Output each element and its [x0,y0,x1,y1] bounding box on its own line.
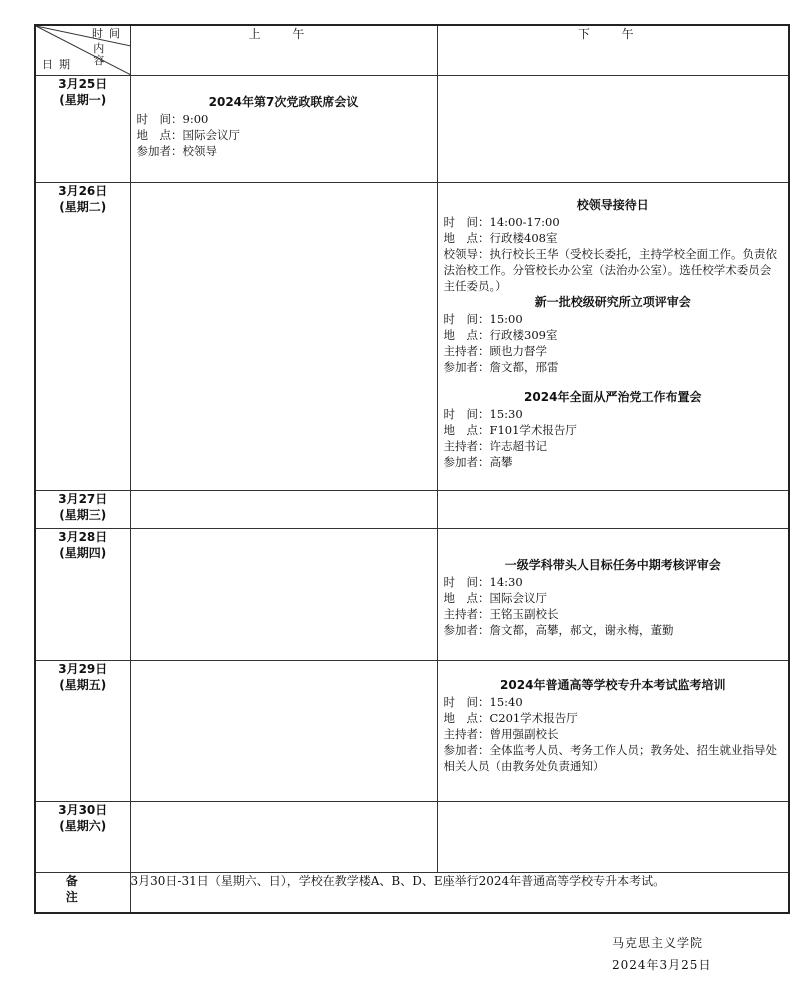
event-block [444,197,783,294]
afternoon-cell [437,183,789,491]
event-detail-line: 主持者：顾也力督学 [443,344,547,358]
day-row [35,529,789,661]
event-detail-line: 时 间：14:30 [443,575,523,589]
event-block [444,557,783,638]
event-detail-line: 时 间：15:30 [443,407,523,421]
date-cell [35,183,130,491]
event-detail-line: 参加者：校领导 [136,144,217,158]
date-cell [35,529,130,661]
event-detail-line: 时 间：15:40 [443,695,523,709]
afternoon-cell [437,661,789,802]
header-row [35,25,789,76]
event-block [444,389,783,470]
afternoon-cell [437,529,789,661]
event-detail-line: 主持者：曾用强副校长 [443,727,559,741]
event-detail-line: 校领导：执行校长王华（受校长委托，主持学校全面工作。负责依法治校工作。分管校长办公室（法治办公室）。选任校学术委员会主任委员。） [443,247,777,293]
event-detail-line: 参加者：高攀 [443,455,513,469]
header-corner-cell [35,25,130,76]
event-detail-line: 地 点：行政楼408室 [443,231,558,245]
event-detail-line: 参加者：全体监考人员、考务工作人员；教务处、招生就业指导处相关人员（由教务处负责通知） [443,743,777,773]
event-detail-line: 时 间：15:00 [443,312,523,326]
event-title: 校领导接待日 [576,198,649,212]
signature-org: 马克思主义学院 [612,936,704,950]
date-cell [35,802,130,873]
event-detail-line: 地 点：F101学术报告厅 [443,423,577,437]
afternoon-events [438,183,789,470]
event-detail-line: 地 点：国际会议厅 [443,591,547,605]
remarks-row [35,873,789,913]
event-title: 2024年普通高等学校专升本考试监考培训 [500,678,726,692]
day-row [35,491,789,529]
event-title: 2024年第7次党政联席会议 [208,95,359,109]
afternoon-events [438,661,789,774]
event-detail-line: 参加者：詹文都，邢雷 [443,360,559,374]
event-detail-line: 时 间：9:00 [136,112,209,126]
weekday-label: (星期五) [59,678,107,692]
weekday-label: (星期四) [59,546,107,560]
schedule-table [34,24,790,914]
event-title: 一级学科带头人目标任务中期考核评审会 [504,558,721,572]
morning-cell [130,661,437,802]
date-label: 3月26日 [58,184,108,198]
event-block [137,94,431,159]
morning-cell [130,183,437,491]
corner-label-date: 日期 [42,58,76,71]
afternoon-cell [437,802,789,873]
day-row [35,76,789,183]
event-block [444,677,783,774]
weekday-label: (星期一) [59,93,107,107]
afternoon-cell [437,491,789,529]
day-row [35,183,789,491]
date-label: 3月29日 [58,662,108,676]
remarks-label: 备 注 [35,873,130,913]
event-title: 2024年全面从严治党工作布置会 [524,390,702,404]
morning-cell [130,76,437,183]
event-detail-line: 主持者：王铭玉副校长 [443,607,559,621]
date-label: 3月25日 [58,77,108,91]
date-label: 3月27日 [58,492,108,506]
morning-cell [130,529,437,661]
weekday-label: (星期三) [59,508,107,522]
event-detail-line: 地 点：国际会议厅 [136,128,240,142]
event-block [444,294,783,375]
morning-events [131,76,437,159]
event-detail-line: 主持者：许志超书记 [443,439,547,453]
header-afternoon: 下 午 [437,25,789,76]
event-detail-line: 地 点：行政楼309室 [443,328,558,342]
remarks-text: 3月30日-31日（星期六、日），学校在教学楼A、B、D、E座举行2024年普通高等学校专升本考试。 [130,873,789,913]
date-label: 3月28日 [58,530,108,544]
day-row [35,661,789,802]
afternoon-events [438,529,789,638]
weekday-label: (星期六) [59,819,107,833]
signature-date: 2024年3月25日 [612,958,712,972]
morning-cell [130,802,437,873]
day-row [35,802,789,873]
header-morning: 上 午 [130,25,437,76]
morning-cell [130,491,437,529]
event-detail-line: 参加者：詹文都，高攀，郝文，谢永梅，董勤 [443,623,674,637]
event-detail-line: 时 间：14:00-17:00 [443,215,560,229]
event-title: 新一批校级研究所立项评审会 [534,295,691,309]
date-cell [35,76,130,183]
date-cell [35,661,130,802]
afternoon-cell [437,76,789,183]
corner-label-time: 时间 [92,27,126,40]
weekday-label: (星期二) [59,200,107,214]
date-cell [35,491,130,529]
event-detail-line: 地 点：C201学术报告厅 [443,711,578,725]
date-label: 3月30日 [58,803,108,817]
corner-label-content: 内 容 [93,42,115,67]
